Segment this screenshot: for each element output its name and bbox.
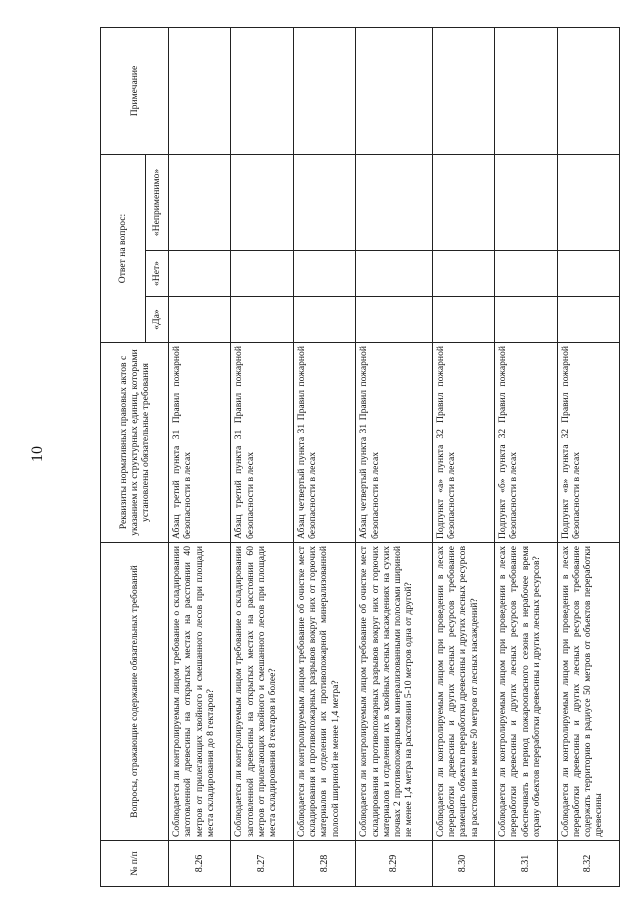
note-cell[interactable] [495, 28, 557, 155]
answer-na-cell[interactable] [432, 154, 494, 250]
row-requisites: Подпункт «б» пункта 32 Правил пожарной безопасности в лесах [495, 343, 557, 543]
page-number: 10 [29, 446, 46, 462]
row-num: 8.30 [432, 841, 494, 887]
row-requisites: Подпункт «а» пункта 32 Правил пожарной безопасности в лесах [432, 343, 494, 543]
table-row [557, 28, 620, 887]
header-na: «Неприменимо» [146, 154, 169, 250]
row-num: 8.31 [495, 841, 557, 887]
table-row [432, 28, 494, 887]
row-num: 8.28 [293, 841, 355, 887]
header-num: № п/п [101, 841, 169, 887]
answer-no-cell[interactable] [495, 251, 557, 297]
row-requisites: Абзац четвертый пункта 31 Правил пожарной безопасности в лесах [356, 343, 432, 543]
row-num: 8.27 [231, 841, 293, 887]
answer-yes-cell[interactable] [495, 297, 557, 343]
header-no: «Нет» [146, 251, 169, 297]
row-requisites: Подпункт «в» пункта 32 Правил пожарной безопасности в лесах [557, 343, 620, 543]
checklist-table [100, 27, 620, 887]
row-question: Соблюдается ли контролируемым лицом требование о складировании заготовленной древесины на открытых местах на расстоянии 60 метров от прилегающих хвойного и смешанного лесов при площади места складирования 8 гектаров и более? [231, 543, 293, 841]
table-row [169, 28, 231, 887]
note-cell[interactable] [231, 28, 293, 155]
answer-no-cell[interactable] [293, 251, 355, 297]
row-question: Соблюдается ли контролируемым лицом при проведении в лесах переработки древесины и других лесных ресурсов требование содержать территорию в радиусе 50 метров от объектов переработки древесины [557, 543, 620, 841]
answer-yes-cell[interactable] [432, 297, 494, 343]
answer-na-cell[interactable] [231, 154, 293, 250]
row-question: Соблюдается ли контролируемым лицом требование о складировании заготовленной древесины на открытых местах на расстоянии 40 метров от прилегающих хвойного и смешанного лесов при площади места складирования до 8 гектаров? [169, 543, 231, 841]
rotated-page [100, 27, 620, 887]
answer-no-cell[interactable] [432, 251, 494, 297]
header-answer-group: Ответ на вопрос: [101, 154, 146, 342]
answer-yes-cell[interactable] [169, 297, 231, 343]
answer-yes-cell[interactable] [557, 297, 620, 343]
answer-yes-cell[interactable] [293, 297, 355, 343]
table-row [495, 28, 557, 887]
header-yes: «Да» [146, 297, 169, 343]
row-requisites: Абзац четвертый пункта 31 Правил пожарной безопасности в лесах [293, 343, 355, 543]
note-cell[interactable] [293, 28, 355, 155]
answer-na-cell[interactable] [356, 154, 432, 250]
answer-na-cell[interactable] [557, 154, 620, 250]
row-num: 8.26 [169, 841, 231, 887]
row-question: Соблюдается ли контролируемым лицом требование об очистке мест складирования и противопожарных разрывов вокруг них от горючих материалов и отделении их противопожарной минерализованной полосой шириной не менее 1,4 метра? [293, 543, 355, 841]
answer-na-cell[interactable] [169, 154, 231, 250]
answer-yes-cell[interactable] [231, 297, 293, 343]
answer-no-cell[interactable] [169, 251, 231, 297]
table-row [293, 28, 355, 887]
header-note: Примечание [101, 28, 169, 155]
row-question: Соблюдается ли контролируемым лицом при проведении в лесах переработки древесины и других лесных ресурсов требование обеспечивать в период пожароопасного сезона в нерабочее время охрану объектов переработки древесины и других лесных ресурсов? [495, 543, 557, 841]
note-cell[interactable] [557, 28, 620, 155]
note-cell[interactable] [356, 28, 432, 155]
note-cell[interactable] [432, 28, 494, 155]
answer-no-cell[interactable] [356, 251, 432, 297]
header-requisites: Реквизиты нормативных правовых актов с указанием их структурных единиц, которыми установлены обязательные требования [101, 343, 169, 543]
row-requisites: Абзац третий пункта 31 Правил пожарной безопасности в лесах [169, 343, 231, 543]
row-question: Соблюдается ли контролируемым лицом при проведении в лесах переработки древесины и других лесных ресурсов требование размещать объекты переработки древесины и других лесных ресурсов на расстоянии не менее 50 метров от лесных насаждений? [432, 543, 494, 841]
note-cell[interactable] [169, 28, 231, 155]
answer-no-cell[interactable] [557, 251, 620, 297]
row-question: Соблюдается ли контролируемым лицом требование об очистке мест складирования и противопожарных разрывов вокруг них от горючих материалов и отделении их в хвойных лесных насаждениях на сухих почвах 2 противопожарными минерализованными полосами шириной не менее 1,4 метра на расстоянии 5-10 метров одна от другой? [356, 543, 432, 841]
row-num: 8.29 [356, 841, 432, 887]
answer-no-cell[interactable] [231, 251, 293, 297]
table-row [356, 28, 432, 887]
table-row [231, 28, 293, 887]
answer-na-cell[interactable] [293, 154, 355, 250]
answer-yes-cell[interactable] [356, 297, 432, 343]
answer-na-cell[interactable] [495, 154, 557, 250]
row-requisites: Абзац третий пункта 31 Правил пожарной безопасности в лесах [231, 343, 293, 543]
row-num: 8.32 [557, 841, 620, 887]
header-question: Вопросы, отражающие содержание обязательных требований [101, 543, 169, 841]
